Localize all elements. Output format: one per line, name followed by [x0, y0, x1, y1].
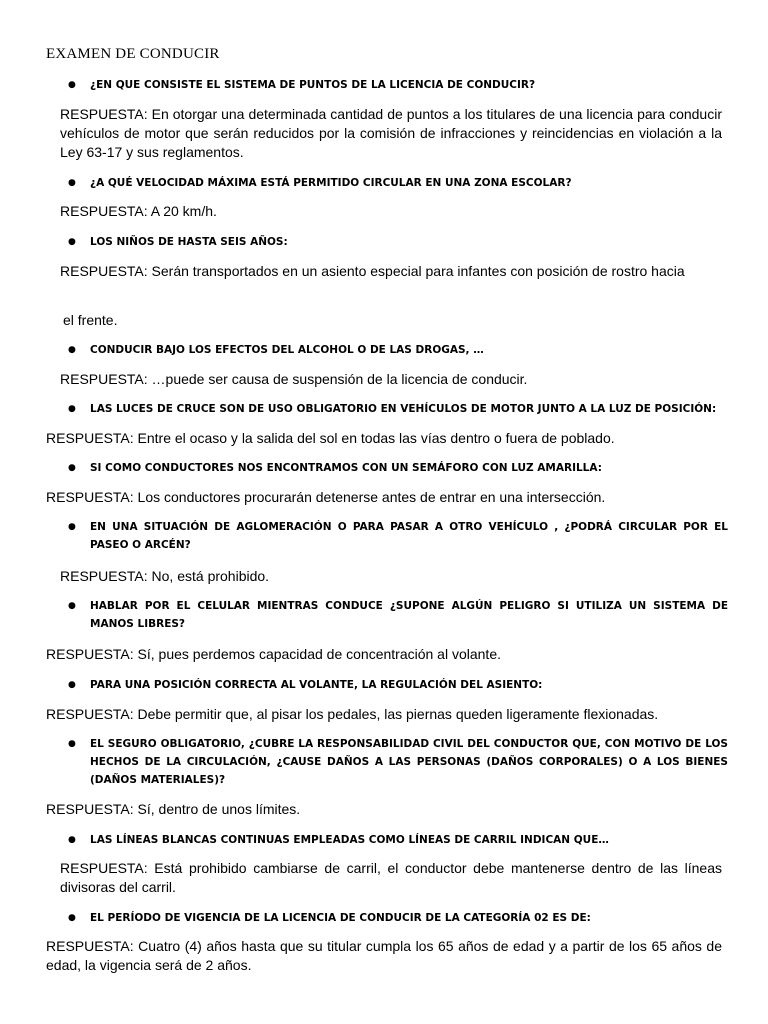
bullet-icon: ●	[68, 601, 76, 611]
question-text: SI COMO CONDUCTORES NOS ENCONTRAMOS CON UN SEMÁFORO CON LUZ AMARILLA:	[90, 462, 602, 474]
answer-text: RESPUESTA: Debe permitir que, al pisar los pedales, las piernas queden ligeramente flexionadas.	[46, 706, 659, 722]
question-text: HABLAR POR EL CELULAR MIENTRAS CONDUCE ¿SUPONE ALGÚN PELIGRO SI UTILIZA UN SISTEMA DE MANOS LIBRES?	[90, 600, 728, 630]
question-item	[68, 597, 728, 633]
question-text: PARA UNA POSICIÓN CORRECTA AL VOLANTE, LA REGULACIÓN DEL ASIENTO:	[90, 679, 543, 691]
question-item	[68, 174, 728, 192]
bullet-icon: ●	[68, 237, 76, 247]
question-item	[68, 341, 728, 359]
question-item	[68, 735, 728, 789]
question-item	[68, 831, 728, 849]
question-item	[68, 400, 728, 418]
question-item	[68, 233, 728, 251]
question-text: ¿A QUÉ VELOCIDAD MÁXIMA ESTÁ PERMITIDO CIRCULAR EN UNA ZONA ESCOLAR?	[90, 177, 572, 189]
question-text: ¿EN QUE CONSISTE EL SISTEMA DE PUNTOS DE LA LICENCIA DE CONDUCIR?	[90, 79, 536, 91]
answer-text: RESPUESTA: Cuatro (4) años hasta que su titular cumpla los 65 años de edad y a partir de los 65 años de edad, la vigencia será de 2 años.	[46, 938, 722, 973]
question-text: CONDUCIR BAJO LOS EFECTOS DEL ALCOHOL O DE LAS DROGAS, …	[90, 344, 484, 356]
answer-text: RESPUESTA: Sí, dentro de unos límites.	[46, 801, 301, 817]
bullet-icon: ●	[68, 404, 76, 414]
question-item	[68, 518, 728, 554]
question-text: EL SEGURO OBLIGATORIO, ¿CUBRE LA RESPONSABILIDAD CIVIL DEL CONDUCTOR QUE, CON MOTIVO DE LOS HECHOS DE LA CIRCULACIÓN, ¿CAUSE DAÑOS A LAS PERSONAS (DAÑOS CORPORALES) O A LOS BIENES (DAÑOS MATERIALES)?	[90, 738, 728, 786]
bullet-icon: ●	[68, 739, 76, 749]
bullet-icon: ●	[68, 178, 76, 188]
question-text: LAS LUCES DE CRUCE SON DE USO OBLIGATORIO EN VEHÍCULOS DE MOTOR JUNTO A LA LUZ DE POSICIÓN:	[90, 403, 717, 415]
answer-text: RESPUESTA: …puede ser causa de suspensión de la licencia de conducir.	[60, 371, 528, 387]
answer-text: RESPUESTA: A 20 km/h.	[60, 203, 217, 219]
bullet-icon: ●	[68, 522, 76, 532]
bullet-icon: ●	[68, 345, 76, 355]
bullet-icon: ●	[68, 680, 76, 690]
bullet-icon: ●	[68, 80, 76, 90]
answer-text: RESPUESTA: En otorgar una determinada cantidad de puntos a los titulares de una licencia para conducir vehículos de motor que serán reducidos por la comisión de infracciones y reincidencias en violación a la Ley 63-17 y sus reglamentos.	[60, 106, 722, 160]
question-item	[68, 76, 728, 94]
document-title: EXAMEN DE CONDUCIR	[46, 46, 220, 62]
answer-text: RESPUESTA: No, está prohibido.	[60, 568, 270, 584]
answer-text: RESPUESTA: Serán transportados en un asiento especial para infantes con posición de rostro hacia	[60, 263, 685, 279]
answer-text: RESPUESTA: Entre el ocaso y la salida del sol en todas las vías dentro o fuera de poblado.	[46, 430, 615, 446]
answer-text: RESPUESTA: Sí, pues perdemos capacidad de concentración al volante.	[46, 646, 501, 662]
question-text: LAS LÍNEAS BLANCAS CONTINUAS EMPLEADAS COMO LÍNEAS DE CARRIL INDICAN QUE…	[90, 834, 609, 846]
bullet-icon: ●	[68, 913, 76, 923]
question-text: LOS NIÑOS DE HASTA SEIS AÑOS:	[90, 236, 288, 248]
answer-text: RESPUESTA: Los conductores procurarán detenerse antes de entrar en una intersección.	[46, 489, 606, 505]
question-item	[68, 909, 728, 927]
question-item	[68, 459, 728, 477]
answer-continuation: el frente.	[63, 312, 118, 328]
question-item	[68, 676, 728, 694]
question-text: EL PERÍODO DE VIGENCIA DE LA LICENCIA DE CONDUCIR DE LA CATEGORÍA 02 ES DE:	[90, 912, 591, 924]
bullet-icon: ●	[68, 463, 76, 473]
bullet-icon: ●	[68, 835, 76, 845]
question-text: EN UNA SITUACIÓN DE AGLOMERACIÓN O PARA PASAR A OTRO VEHÍCULO , ¿PODRÁ CIRCULAR POR EL PASEO O ARCÉN?	[90, 521, 728, 551]
answer-text: RESPUESTA: Está prohibido cambiarse de carril, el conductor debe mantenerse dentro de las líneas divisoras del carril.	[60, 860, 722, 895]
